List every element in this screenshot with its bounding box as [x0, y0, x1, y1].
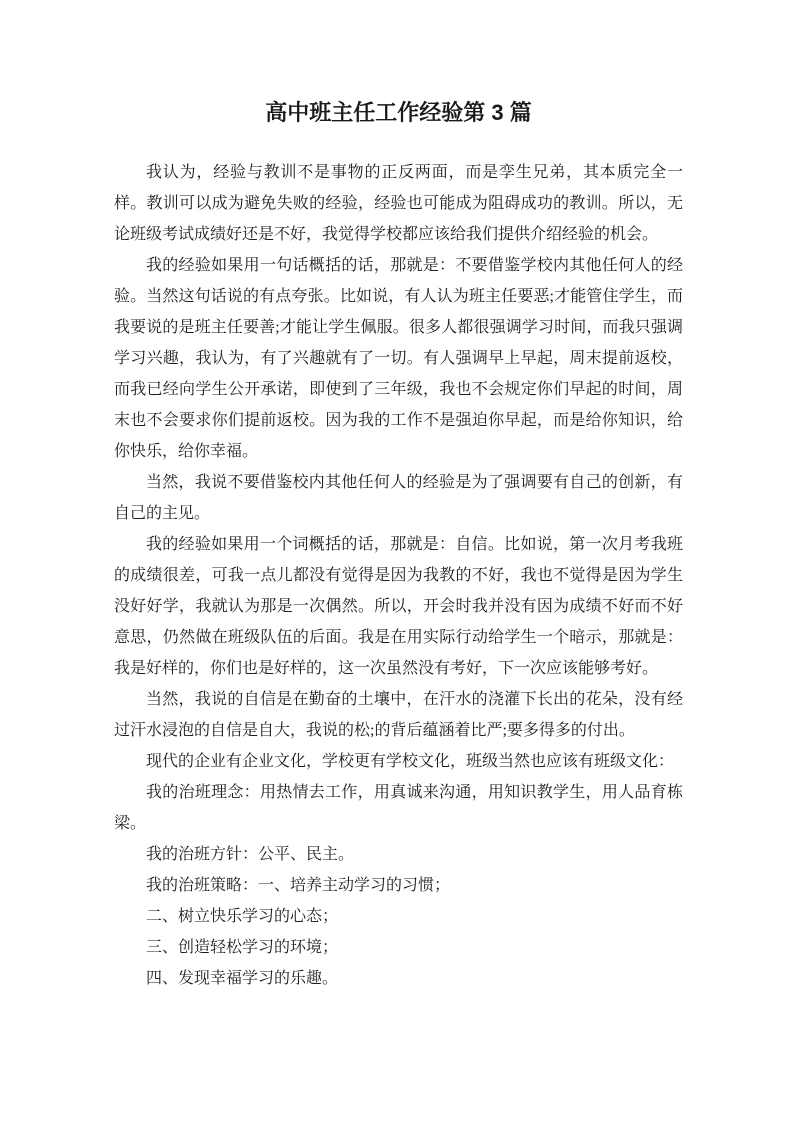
- paragraph: 二、树立快乐学习的心态；: [146, 908, 339, 925]
- paragraph: 我的治班理念：用热情去工作，用真诚来沟通，用知识教学生，用人品育栋梁。: [114, 784, 683, 832]
- paragraph: 现代的企业有企业文化，学校更有学校文化，班级当然也应该有班级文化：: [146, 753, 675, 770]
- paragraph: 我的经验如果用一句话概括的话，那就是：不要借鉴学校内其他任何人的经验。当然这句话说的有点夸张。比如说，有人认为班主任要恶;才能管住学生，而我要说的是班主任要善;才能让学生佩服。很多人都很强调学习时间，而我只强调学习兴趣，我认为，有了兴趣就有了一切。有人强调早上早起，周末提前返校，而我已经向学生公开承诺，即使到了三年级，我也不会规定你们早起的时间，周末也不会要求你们提前返校。因为我的工作不是强迫你早起，而是给你知识，给你快乐，给你幸福。: [114, 257, 683, 460]
- paragraph: 我的治班策略：一、培养主动学习的习惯；: [146, 877, 451, 894]
- document-body: [114, 157, 683, 994]
- page-title: 高中班主任工作经验第 3 篇: [265, 100, 532, 125]
- paragraph: 当然，我说不要借鉴校内其他任何人的经验是为了强调要有自己的创新，有自己的主见。: [114, 474, 683, 522]
- paragraph: 我的经验如果用一个词概括的话，那就是：自信。比如说，第一次月考我班的成绩很差，可我一点儿都没有觉得是因为我教的不好，我也不觉得是因为学生没好好学，我就认为那是一次偶然。所以，开会时我并没有因为成绩不好而不好意思，仍然做在班级队伍的后面。我是在用实际行动给学生一个暗示，那就是：我是好样的，你们也是好样的，这一次虽然没有考好，下一次应该能够考好。: [114, 536, 683, 677]
- paragraph: 我的治班方针：公平、民主。: [146, 846, 355, 863]
- paragraph: 当然，我说的自信是在勤奋的土壤中，在汗水的浇灌下长出的花朵，没有经过汗水浸泡的自信是自大，我说的松;的背后蕴涵着比严;要多得多的付出。: [114, 691, 683, 739]
- paragraph: 四、发现幸福学习的乐趣。: [146, 970, 339, 987]
- paragraph: 我认为，经验与教训不是事物的正反两面，而是孪生兄弟，其本质完全一样。教训可以成为避免失败的经验，经验也可能成为阻碍成功的教训。所以，无论班级考试成绩好还是不好，我觉得学校都应该给我们提供介绍经验的机会。: [114, 164, 683, 243]
- paragraph: 三、创造轻松学习的环境；: [146, 939, 339, 956]
